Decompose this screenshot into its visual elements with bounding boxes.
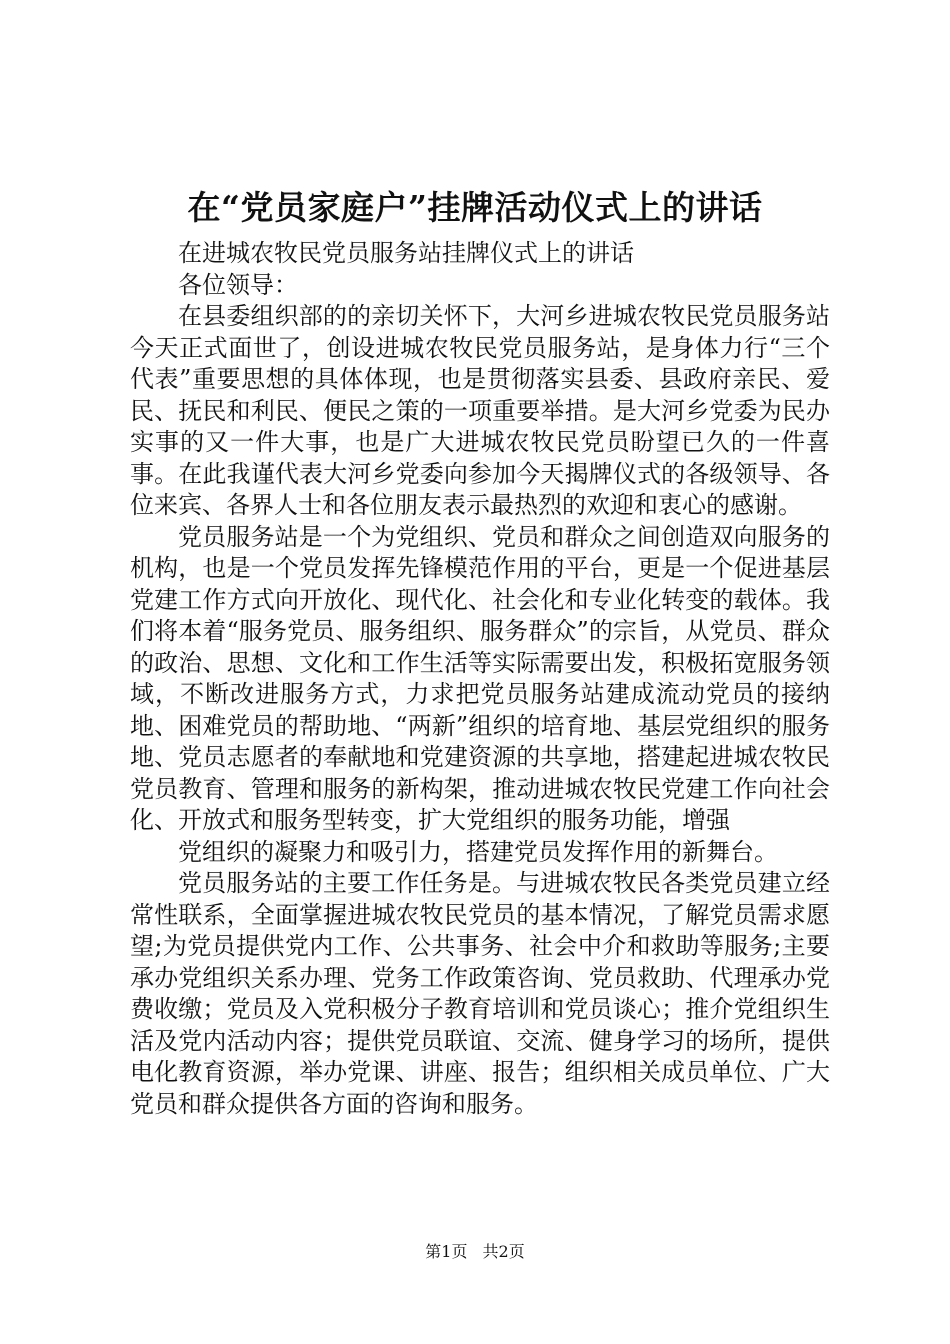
page-footer (0, 1240, 950, 1264)
subtitle-paragraph: 在进城农牧民党员服务站挂牌仪式上的讲话 (178, 239, 634, 267)
body-paragraph: 党员服务站是一个为党组织、党员和群众之间创造双向服务的机构，也是一个党员发挥先锋模范作用的平台，更是一个促进基层党建工作方式向开放化、现代化、社会化和专业化转变的载体。我们将本着“服务党员、服务组织、服务群众”的宗旨，从党员、群众的政治、思想、文化和工作生活等实际需要出发，积极拓宽服务领域，不断改进服务方式，力求把党员服务站建成流动党员的接纳地、困难党员的帮助地、“两新”组织的培育地、基层党组织的服务地、党员志愿者的奉献地和党建资源的共享地，搭建起进城农牧民党员教育、管理和服务的新构架，推动进城农牧民党建工作向社会化、开放式和服务型转变，扩大党组织的服务功能，增强 (130, 522, 830, 834)
body-paragraph: 党组织的凝聚力和吸引力，搭建党员发挥作用的新舞台。 (178, 837, 778, 866)
page-number: 第1页 (425, 1242, 468, 1261)
document-body (130, 238, 830, 1120)
body-paragraph: 在县委组织部的的亲切关怀下，大河乡进城农牧民党员服务站今天正式面世了，创设进城农牧民党员服务站，是身体力行“三个代表”重要思想的具体体现，也是贯彻落实县委、县政府亲民、爱民、抚民和利民、便民之策的一项重要举措。是大河乡党委为民办实事的又一件大事，也是广大进城农牧民党员盼望已久的一件喜事。在此我谨代表大河乡党委向参加今天揭牌仪式的各级领导、各位来宾、各界人士和各位朋友表示最热烈的欢迎和衷心的感谢。 (130, 302, 830, 519)
salutation-paragraph: 各位领导： (178, 270, 298, 299)
page-total: 共2页 (482, 1242, 525, 1261)
document-title: 在“党员家庭户”挂牌活动仪式上的讲话 (187, 188, 763, 227)
body-paragraph: 党员服务站的主要工作任务是。与进城农牧民各类党员建立经常性联系，全面掌握进城农牧民党员的基本情况，了解党员需求愿望;为党员提供党内工作、公共事务、社会中介和救助等服务;主要承办党组织关系办理、党务工作政策咨询、党员救助、代理承办党费收缴；党员及入党积极分子教育培训和党员谈心；推介党组织生活及党内活动内容；提供党员联谊、交流、健身学习的场所，提供电化教育资源，举办党课、讲座、报告；组织相关成员单位、广大党员和群众提供各方面的咨询和服务。 (130, 869, 830, 1118)
